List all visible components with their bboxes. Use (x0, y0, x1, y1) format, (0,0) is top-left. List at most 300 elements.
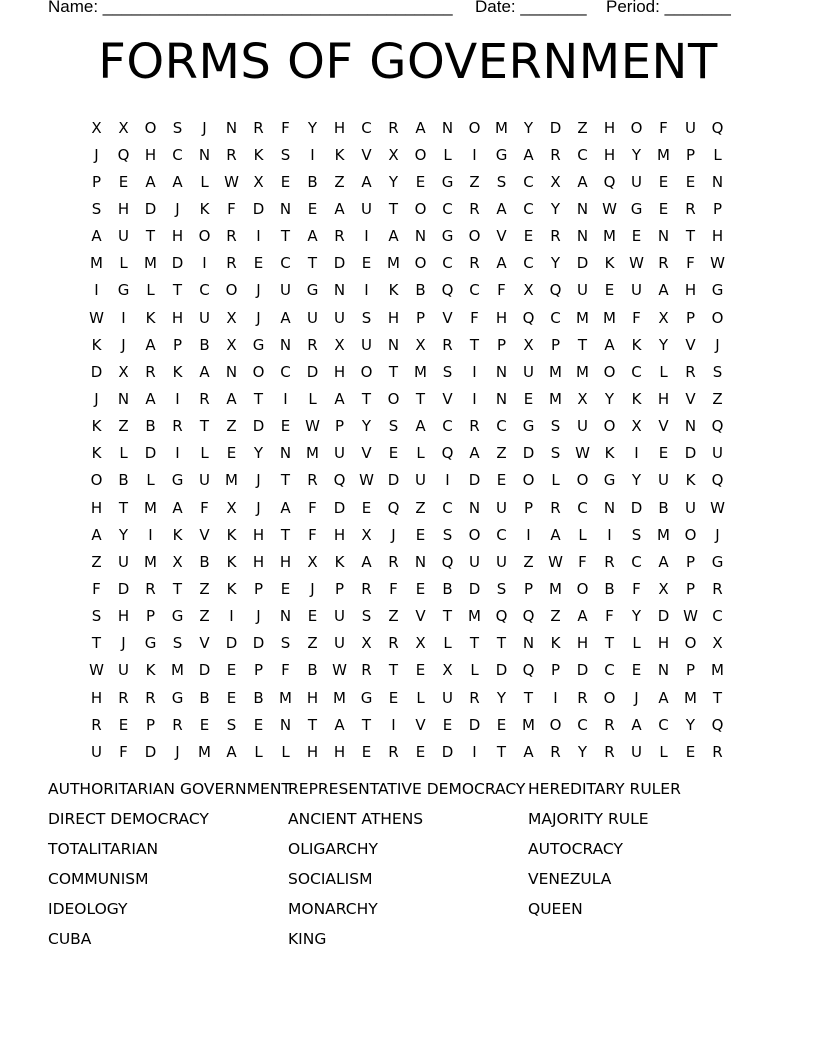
grid-letter: D (522, 444, 535, 463)
grid-letter: D (144, 742, 157, 761)
grid-letter: P (172, 335, 183, 354)
grid-letter: Z (523, 552, 534, 571)
grid-letter: F (578, 552, 587, 571)
grid-letter: G (711, 552, 724, 571)
grid-letter: D (657, 607, 670, 626)
grid-letter: C (577, 498, 588, 517)
grid-letter: E (658, 444, 669, 463)
grid-row (83, 195, 731, 222)
grid-letter: D (225, 634, 238, 653)
grid-letter: F (632, 579, 641, 598)
grid-letter: W (683, 607, 698, 626)
grid-letter: T (199, 417, 210, 436)
grid-letter: K (631, 389, 642, 408)
grid-letter: J (175, 199, 180, 218)
grid-letter: A (415, 118, 426, 137)
word-item: VENEZULA (528, 870, 612, 888)
grid-letter: N (414, 552, 427, 571)
grid-letter: D (684, 444, 697, 463)
grid-letter: E (280, 579, 291, 598)
grid-letter: U (307, 308, 318, 327)
grid-letter: D (198, 661, 211, 680)
grid-letter: T (118, 498, 129, 517)
grid-letter: A (577, 172, 588, 191)
grid-letter: P (91, 172, 102, 191)
grid-letter: U (118, 552, 129, 571)
grid-letter: O (225, 281, 238, 300)
grid-row (83, 738, 731, 765)
grid-letter: H (684, 281, 697, 300)
grid-letter: Y (577, 742, 588, 761)
grid-letter: H (90, 498, 103, 517)
grid-letter: R (172, 715, 183, 734)
grid-letter: U (577, 281, 588, 300)
grid-letter: R (388, 742, 399, 761)
grid-letter: H (90, 688, 103, 707)
grid-letter: F (686, 254, 695, 273)
grid-letter: R (361, 661, 372, 680)
grid-letter: I (121, 308, 126, 327)
grid-letter: A (496, 254, 507, 273)
grid-letter: R (145, 579, 156, 598)
grid-letter: O (522, 471, 535, 490)
grid-letter: X (388, 145, 399, 164)
grid-letter: F (227, 199, 236, 218)
grid-letter: G (360, 688, 373, 707)
grid-letter: L (200, 444, 209, 463)
grid-letter: K (172, 362, 183, 381)
grid-letter: O (630, 118, 643, 137)
grid-letter: I (364, 281, 369, 300)
grid-letter: P (685, 145, 696, 164)
grid-letter: U (334, 308, 345, 327)
grid-letter: L (713, 145, 722, 164)
word-item: DIRECT DEMOCRACY (48, 810, 209, 828)
grid-letter: M (549, 579, 562, 598)
grid-letter: M (144, 254, 157, 273)
grid-letter: Q (522, 308, 535, 327)
grid-letter: A (388, 227, 399, 246)
grid-letter: O (144, 118, 157, 137)
grid-letter: V (415, 607, 426, 626)
grid-letter: K (253, 145, 264, 164)
grid-letter: X (577, 389, 588, 408)
grid-letter: O (603, 417, 616, 436)
word-item: REPRESENTATIVE DEMOCRACY (288, 780, 526, 798)
grid-letter: Z (550, 607, 561, 626)
grid-letter: X (334, 335, 345, 354)
grid-letter: L (632, 634, 641, 653)
grid-letter: A (550, 525, 561, 544)
grid-letter: L (578, 525, 587, 544)
grid-letter: I (283, 389, 288, 408)
grid-letter: C (442, 254, 453, 273)
grid-letter: G (171, 471, 184, 490)
grid-letter: L (308, 389, 317, 408)
grid-letter: S (91, 607, 102, 626)
grid-letter: C (496, 525, 507, 544)
grid-letter: A (361, 552, 372, 571)
grid-letter: E (415, 661, 426, 680)
grid-letter: I (364, 227, 369, 246)
grid-letter: E (226, 661, 237, 680)
grid-letter: J (256, 471, 261, 490)
grid-letter: M (549, 362, 562, 381)
grid-letter: V (658, 417, 669, 436)
grid-letter: W (305, 417, 320, 436)
grid-letter: F (389, 579, 398, 598)
grid-letter: N (117, 389, 130, 408)
grid-letter: P (334, 417, 345, 436)
grid-letter: G (252, 335, 265, 354)
date-field: Date: _______ (475, 0, 587, 16)
grid-letter: E (226, 444, 237, 463)
grid-letter: Q (711, 118, 724, 137)
grid-letter: M (90, 254, 103, 273)
grid-letter: H (252, 525, 265, 544)
grid-letter: H (603, 118, 616, 137)
grid-row (83, 168, 731, 195)
grid-letter: E (388, 688, 399, 707)
grid-letter: Z (334, 172, 345, 191)
grid-letter: J (256, 281, 261, 300)
grid-letter: Q (522, 607, 535, 626)
grid-letter: T (361, 389, 372, 408)
grid-letter: R (604, 742, 615, 761)
grid-letter: E (631, 227, 642, 246)
grid-letter: A (172, 498, 183, 517)
grid-letter: U (523, 362, 534, 381)
grid-letter: M (333, 688, 346, 707)
grid-letter: I (472, 362, 477, 381)
grid-letter: A (334, 389, 345, 408)
grid-letter: F (119, 742, 128, 761)
grid-letter: E (604, 281, 615, 300)
grid-letter: U (496, 498, 507, 517)
grid-letter: T (307, 254, 318, 273)
grid-letter: C (631, 362, 642, 381)
grid-letter: G (522, 417, 535, 436)
grid-letter: T (172, 281, 183, 300)
grid-letter: L (551, 471, 560, 490)
word-item: TOTALITARIAN (48, 840, 159, 858)
grid-letter: M (495, 118, 508, 137)
grid-letter: D (171, 254, 184, 273)
grid-letter: D (306, 362, 319, 381)
grid-row (83, 358, 731, 385)
grid-letter: A (145, 335, 156, 354)
grid-letter: E (496, 471, 507, 490)
grid-letter: Q (117, 145, 130, 164)
grid-letter: O (198, 227, 211, 246)
grid-letter: S (280, 634, 291, 653)
grid-letter: I (391, 715, 396, 734)
grid-letter: X (172, 552, 183, 571)
grid-letter: W (710, 254, 725, 273)
grid-letter: O (576, 579, 589, 598)
grid-letter: U (415, 471, 426, 490)
grid-letter: R (604, 715, 615, 734)
grid-letter: D (468, 579, 481, 598)
grid-letter: L (443, 634, 452, 653)
grid-row (83, 711, 731, 738)
grid-letter: W (629, 254, 644, 273)
grid-letter: N (576, 199, 589, 218)
grid-letter: I (94, 281, 99, 300)
grid-letter: N (468, 498, 481, 517)
grid-letter: N (225, 362, 238, 381)
word-item: AUTHORITARIAN GOVERNMENT (48, 780, 291, 798)
grid-letter: J (634, 688, 639, 707)
grid-letter: X (658, 308, 669, 327)
grid-letter: E (307, 607, 318, 626)
grid-letter: R (334, 227, 345, 246)
grid-letter: W (89, 661, 104, 680)
word-item: SOCIALISM (288, 870, 373, 888)
grid-letter: I (472, 742, 477, 761)
grid-letter: E (658, 172, 669, 191)
grid-letter: A (280, 498, 291, 517)
grid-letter: Q (549, 281, 562, 300)
grid-letter: B (415, 281, 426, 300)
grid-letter: B (199, 688, 210, 707)
grid-letter: F (632, 308, 641, 327)
grid-letter: R (172, 417, 183, 436)
grid-letter: M (387, 254, 400, 273)
grid-letter: I (175, 444, 180, 463)
grid-letter: N (684, 417, 697, 436)
grid-letter: C (442, 199, 453, 218)
grid-row (83, 385, 731, 412)
grid-letter: I (634, 444, 639, 463)
grid-letter: B (199, 335, 210, 354)
grid-letter: I (526, 525, 531, 544)
grid-letter: E (523, 389, 534, 408)
grid-letter: C (523, 199, 534, 218)
grid-letter: D (576, 254, 589, 273)
grid-letter: J (202, 118, 207, 137)
grid-letter: U (280, 281, 291, 300)
grid-letter: T (523, 688, 534, 707)
grid-letter: U (496, 552, 507, 571)
grid-letter: E (280, 172, 291, 191)
grid-letter: M (576, 362, 589, 381)
grid-letter: E (253, 254, 264, 273)
grid-letter: R (388, 634, 399, 653)
grid-letter: D (468, 715, 481, 734)
grid-letter: U (631, 742, 642, 761)
grid-letter: C (523, 172, 534, 191)
grid-letter: E (226, 688, 237, 707)
grid-letter: G (117, 281, 130, 300)
grid-letter: M (657, 525, 670, 544)
grid-row (83, 603, 731, 630)
grid-letter: M (549, 389, 562, 408)
grid-letter: S (550, 444, 561, 463)
grid-letter: K (226, 579, 237, 598)
grid-letter: C (577, 715, 588, 734)
grid-letter: B (442, 579, 453, 598)
grid-letter: A (91, 227, 102, 246)
grid-letter: V (442, 308, 453, 327)
grid-letter: S (442, 525, 453, 544)
grid-letter: T (604, 634, 615, 653)
grid-letter: N (711, 172, 724, 191)
word-column (528, 778, 768, 958)
grid-letter: V (415, 715, 426, 734)
grid-letter: M (657, 145, 670, 164)
grid-letter: X (226, 308, 237, 327)
grid-letter: A (145, 172, 156, 191)
grid-letter: A (496, 199, 507, 218)
grid-letter: X (523, 281, 534, 300)
grid-letter: H (576, 634, 589, 653)
grid-letter: K (91, 417, 102, 436)
grid-letter: P (550, 335, 561, 354)
grid-letter: Z (118, 417, 129, 436)
grid-letter: R (469, 199, 480, 218)
grid-letter: E (415, 742, 426, 761)
grid-letter: P (145, 715, 156, 734)
grid-letter: O (684, 634, 697, 653)
grid-letter: T (280, 227, 291, 246)
grid-letter: N (279, 199, 292, 218)
grid-letter: T (388, 199, 399, 218)
name-field: Name: _____________________________________ (48, 0, 453, 16)
grid-letter: I (607, 525, 612, 544)
grid-row (83, 521, 731, 548)
grid-letter: B (199, 552, 210, 571)
grid-letter: M (198, 742, 211, 761)
word-item: KING (288, 930, 327, 948)
grid-letter: Q (441, 552, 454, 571)
grid-letter: K (91, 444, 102, 463)
grid-letter: A (469, 444, 480, 463)
grid-letter: D (117, 579, 130, 598)
grid-letter: R (118, 688, 129, 707)
grid-letter: M (144, 498, 157, 517)
grid-letter: L (416, 444, 425, 463)
grid-letter: O (603, 688, 616, 707)
grid-letter: X (712, 634, 723, 653)
grid-letter: X (523, 335, 534, 354)
grid-letter: A (577, 607, 588, 626)
grid-letter: A (334, 199, 345, 218)
grid-letter: D (468, 471, 481, 490)
grid-letter: M (711, 661, 724, 680)
grid-letter: I (310, 145, 315, 164)
grid-row (83, 331, 731, 358)
grid-letter: E (415, 525, 426, 544)
grid-letter: U (361, 199, 372, 218)
grid-letter: R (550, 145, 561, 164)
grid-letter: L (146, 471, 155, 490)
grid-letter: Z (91, 552, 102, 571)
grid-letter: N (441, 118, 454, 137)
grid-letter: H (603, 145, 616, 164)
grid-letter: L (146, 281, 155, 300)
grid-letter: C (442, 417, 453, 436)
grid-letter: B (118, 471, 129, 490)
grid-letter: F (659, 118, 668, 137)
grid-letter: T (577, 335, 588, 354)
grid-letter: O (360, 362, 373, 381)
grid-letter: U (361, 335, 372, 354)
grid-letter: M (144, 552, 157, 571)
grid-letter: I (229, 607, 234, 626)
grid-letter: J (94, 389, 99, 408)
grid-letter: D (333, 498, 346, 517)
grid-letter: K (604, 444, 615, 463)
grid-letter: G (441, 172, 454, 191)
grid-letter: N (198, 145, 211, 164)
grid-letter: Y (550, 254, 561, 273)
grid-letter: U (442, 688, 453, 707)
grid-letter: S (172, 118, 183, 137)
grid-letter: P (712, 199, 723, 218)
grid-row (83, 114, 731, 141)
grid-letter: R (226, 227, 237, 246)
grid-letter: X (253, 172, 264, 191)
grid-letter: K (145, 308, 156, 327)
grid-letter: C (172, 145, 183, 164)
grid-letter: N (603, 498, 616, 517)
grid-letter: C (199, 281, 210, 300)
grid-letter: T (280, 525, 291, 544)
grid-letter: A (631, 715, 642, 734)
grid-letter: E (253, 715, 264, 734)
grid-letter: B (658, 498, 669, 517)
grid-row (83, 657, 731, 684)
grid-letter: U (334, 634, 345, 653)
grid-letter: R (226, 145, 237, 164)
grid-letter: F (92, 579, 101, 598)
grid-letter: R (145, 362, 156, 381)
grid-letter: A (226, 389, 237, 408)
grid-letter: R (685, 362, 696, 381)
grid-letter: X (361, 525, 372, 544)
grid-letter: H (117, 199, 130, 218)
grid-row (83, 548, 731, 575)
grid-letter: P (523, 579, 534, 598)
grid-letter: J (310, 579, 315, 598)
grid-letter: T (469, 634, 480, 653)
grid-letter: D (576, 661, 589, 680)
grid-letter: H (171, 227, 184, 246)
grid-letter: U (118, 227, 129, 246)
grid-letter: T (415, 389, 426, 408)
grid-letter: K (172, 525, 183, 544)
word-column (288, 778, 528, 958)
grid-letter: Y (118, 525, 129, 544)
word-item: COMMUNISM (48, 870, 149, 888)
grid-letter: D (441, 742, 454, 761)
grid-letter: Q (711, 471, 724, 490)
grid-row (83, 223, 731, 250)
grid-letter: P (685, 661, 696, 680)
grid-letter: S (496, 172, 507, 191)
grid-letter: Y (631, 145, 642, 164)
grid-letter: N (333, 281, 346, 300)
grid-letter: H (171, 308, 184, 327)
word-item: OLIGARCHY (288, 840, 378, 858)
grid-letter: R (307, 471, 318, 490)
grid-letter: E (631, 661, 642, 680)
grid-letter: X (226, 335, 237, 354)
grid-letter: S (172, 634, 183, 653)
grid-row (83, 440, 731, 467)
grid-row (83, 630, 731, 657)
